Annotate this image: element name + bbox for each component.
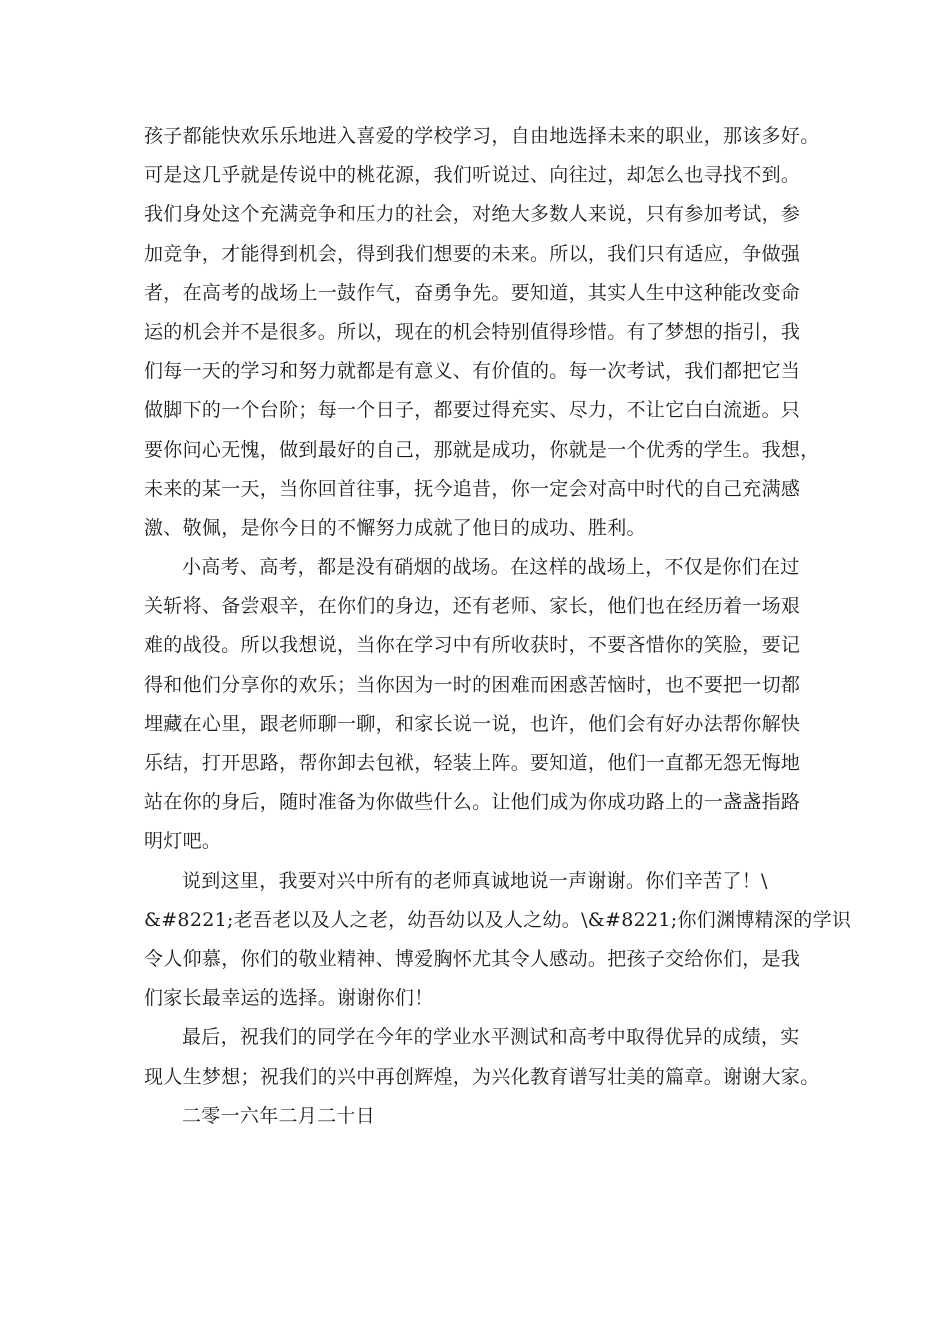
text-line: 做脚下的一个台阶；每一个日子，都要过得充实、尽力，不让它白白流逝。只 bbox=[144, 399, 801, 422]
text-line: 要你问心无愧，做到最好的自己，那就是成功，你就是一个优秀的学生。我想， bbox=[144, 438, 820, 461]
text-line: 乐结，打开思路，帮你卸去包袱，轻装上阵。要知道，他们一直都无怨无悔地 bbox=[144, 752, 801, 774]
text-line: 者，在高考的战场上一鼓作气，奋勇争先。要知道，其实人生中这种能改变命 bbox=[144, 281, 801, 304]
paragraph-start-line: 小高考、高考，都是没有硝烟的战场。在这样的战场上，不仅是你们在过 bbox=[182, 556, 800, 579]
document-body bbox=[144, 117, 852, 1136]
text-line: 得和他们分享你的欢乐；当你因为一时的困难而困惑苦恼时，也不要把一切都 bbox=[144, 673, 801, 696]
text-line: 可是这几乎就是传说中的桃花源，我们听说过、向往过，却怎么也寻找不到。 bbox=[144, 164, 801, 187]
text-line: 埋藏在心里，跟老师聊一聊，和家长说一说，也许，他们会有好办法帮你解快 bbox=[144, 712, 801, 735]
text-line: 现人生梦想；祝我们的兴中再创辉煌，为兴化教育谱写壮美的篇章。谢谢大家。 bbox=[144, 1065, 820, 1088]
paragraph-start-line: 说到这里，我要对兴中所有的老师真诚地说一声谢谢。你们辛苦了！\ bbox=[182, 869, 768, 892]
text-line: 站在你的身后，随时准备为你做些什么。让他们成为你成功路上的一盏盏指路 bbox=[144, 791, 801, 814]
text-line: 明灯吧。 bbox=[144, 830, 222, 853]
text-line: 我们身处这个充满竞争和压力的社会，对绝大多数人来说，只有参加考试，参 bbox=[144, 203, 801, 226]
text-line: 们每一天的学习和努力就都是有意义、有价值的。每一次考试，我们都把它当 bbox=[144, 360, 801, 383]
text-line: 关斩将、备尝艰辛，在你们的身边，还有老师、家长，他们也在经历着一场艰 bbox=[144, 595, 801, 618]
text-line: 难的战役。所以我想说，当你在学习中有所收获时，不要吝惜你的笑脸，要记 bbox=[144, 634, 801, 657]
text-line: 未来的某一天，当你回首往事，抚今追昔，你一定会对高中时代的自己充满感 bbox=[144, 477, 801, 500]
text-line: 孩子都能快欢乐乐地进入喜爱的学校学习，自由地选择未来的职业，那该多好。 bbox=[144, 125, 820, 147]
text-line: 们家长最幸运的选择。谢谢你们！ bbox=[144, 987, 434, 1010]
text-line: 运的机会并不是很多。所以，现在的机会特别值得珍惜。有了梦想的指引，我 bbox=[144, 320, 801, 343]
text-line: 令人仰慕，你们的敬业精神、博爱胸怀尤其令人感动。把孩子交给你们，是我 bbox=[144, 947, 801, 970]
text-line: &#8221;老吾老以及人之老，幼吾幼以及人之幼。\&#8221;你们渊博精深的学识 bbox=[144, 908, 852, 931]
text-line: 激、敬佩，是你今日的不懈努力成就了他日的成功、胜利。 bbox=[144, 516, 646, 539]
text-line: 加竞争，才能得到机会，得到我们想要的未来。所以，我们只有适应，争做强 bbox=[144, 242, 801, 265]
paragraph-start-line: 最后，祝我们的同学在今年的学业水平测试和高考中取得优异的成绩，实 bbox=[182, 1026, 800, 1049]
date-line: 二零一六年二月二十日 bbox=[182, 1104, 376, 1127]
